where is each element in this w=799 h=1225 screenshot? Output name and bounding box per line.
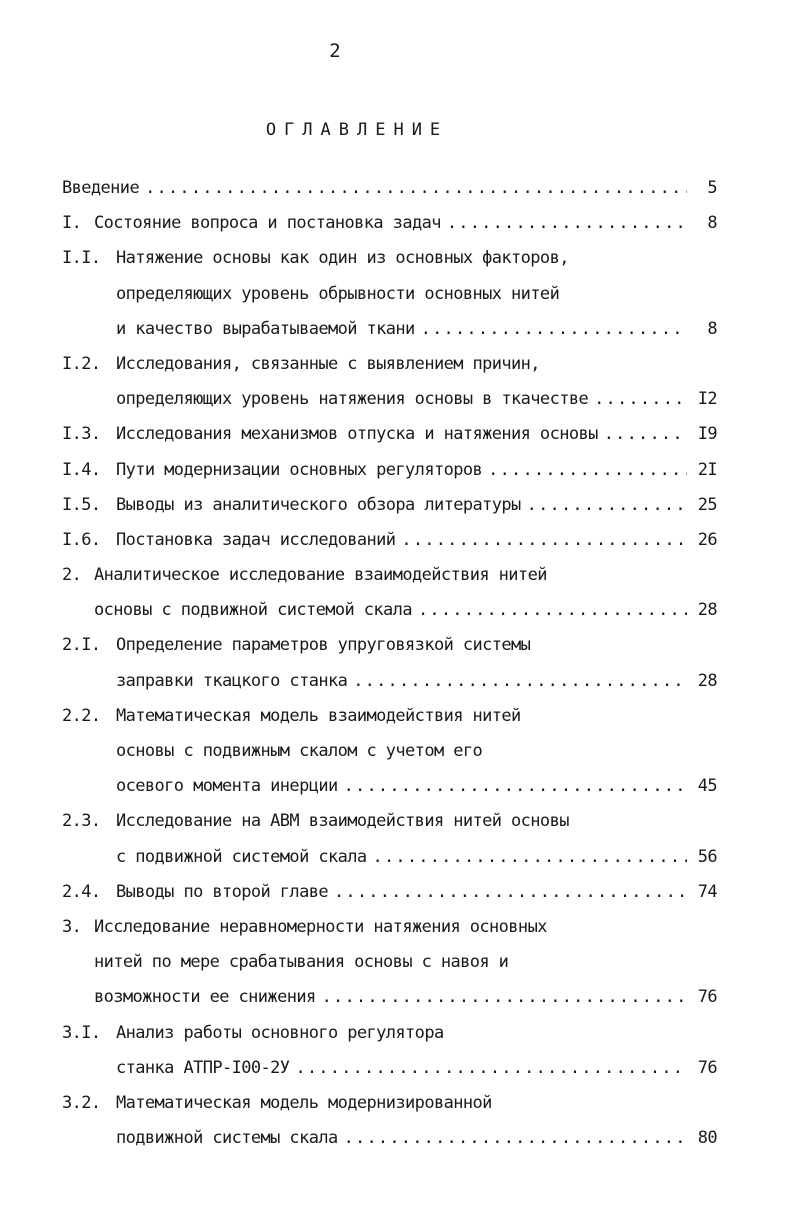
- toc-entry-text: Состояние вопроса и постановка задач: [94, 213, 441, 234]
- toc-leader-dots: [353, 664, 687, 699]
- toc-page-number: 28: [697, 600, 717, 621]
- toc-page-number: 2I: [697, 459, 717, 480]
- toc-entry-number: 3.I.: [62, 1022, 101, 1043]
- toc-entry-line: [62, 382, 717, 417]
- toc-entry-text: Анализ работы основного регулятора: [116, 1022, 444, 1043]
- toc-entry-line: [62, 699, 717, 734]
- toc-entry-number: 3.: [62, 916, 82, 937]
- toc-entry-text: основы с подвижным скалом с учетом его: [116, 741, 483, 761]
- toc-entry-number: 2.4.: [62, 881, 101, 902]
- toc-entry-line: [62, 628, 717, 663]
- toc-entry-text: с подвижной системой скала: [116, 846, 367, 867]
- toc-entry-number: I.2.: [62, 353, 101, 374]
- toc-leader-dots: [373, 840, 687, 875]
- toc-entry-number: 2.3.: [62, 811, 101, 832]
- toc-entry-text: Введение: [62, 178, 140, 198]
- toc-entry-line: [62, 910, 717, 945]
- toc-entry-text: Определение параметров упруговязкой системы: [116, 635, 531, 656]
- toc-entry-number: I.6.: [62, 529, 101, 550]
- toc-leader-dots: [344, 1121, 687, 1156]
- toc-entry-line: [62, 945, 717, 980]
- toc-entry-number: 2.: [62, 565, 82, 586]
- toc-entry-text: Выводы по второй главе: [116, 881, 328, 902]
- toc-entry-number: I.: [62, 213, 82, 234]
- toc-entry-line: [62, 734, 717, 769]
- toc-leader-dots: [527, 488, 687, 523]
- toc-page-number: 5: [707, 178, 717, 198]
- toc-entry-line: [62, 1051, 717, 1086]
- toc-entry-text: основы с подвижной системой скала: [94, 600, 412, 621]
- toc-entry-text: Математическая модель модернизированной: [116, 1092, 492, 1113]
- toc-entry-line: [62, 875, 717, 910]
- toc-entry-line: [62, 277, 717, 312]
- toc-entry-text: и качество вырабатываемой ткани: [116, 318, 415, 339]
- toc-leader-dots: [604, 417, 687, 452]
- toc-page-number: I2: [697, 389, 717, 410]
- toc-entry-text: Исследования, связанные с выявлением причин,: [116, 353, 540, 374]
- toc-page-number: 76: [697, 987, 717, 1008]
- toc-entry-text: Пути модернизации основных регуляторов: [116, 459, 483, 480]
- toc-leader-dots: [344, 769, 687, 804]
- toc-page-number: 8: [707, 318, 717, 339]
- toc-leader-dots: [295, 1051, 687, 1086]
- table-of-contents: [62, 171, 717, 1156]
- toc-entry-line: [62, 171, 717, 206]
- toc-entry-line: [62, 1121, 717, 1156]
- toc-entry-line: [62, 312, 717, 347]
- toc-leader-dots: [488, 453, 687, 488]
- toc-leader-dots: [334, 875, 687, 910]
- toc-entry-text: Постановка задач исследований: [116, 529, 396, 550]
- toc-entry-line: [62, 523, 717, 558]
- toc-entry-line: [62, 804, 717, 839]
- toc-entry-line: [62, 347, 717, 382]
- toc-page-number: 25: [697, 494, 717, 515]
- toc-entry-line: [62, 980, 717, 1015]
- toc-leader-dots: [322, 980, 687, 1015]
- toc-entry-line: [62, 840, 717, 875]
- toc-entry-text: Исследования механизмов отпуска и натяжения основы: [116, 424, 598, 445]
- toc-entry-text: Математическая модель взаимодействия нитей: [116, 705, 521, 726]
- toc-entry-text: возможности ее снижения: [94, 987, 316, 1008]
- toc-page-number: 26: [697, 529, 717, 550]
- toc-page-number: I9: [697, 424, 717, 445]
- toc-entry-text: Аналитическое исследование взаимодействия нитей: [94, 565, 547, 586]
- toc-page-number: 45: [697, 776, 717, 797]
- toc-page-number: 8: [707, 213, 717, 234]
- toc-title: ОГЛАВЛЕНИЕ: [265, 120, 449, 140]
- toc-entry-number: 3.2.: [62, 1092, 101, 1113]
- toc-entry-line: [62, 558, 717, 593]
- toc-entry-line: [62, 769, 717, 804]
- toc-entry-text: заправки ткацкого станка: [116, 670, 348, 691]
- toc-entry-number: I.3.: [62, 424, 101, 445]
- toc-entry-number: I.I.: [62, 248, 101, 269]
- toc-entry-text: Исследование на АВМ взаимодействия нитей основы: [116, 811, 569, 832]
- toc-entry-line: [62, 1086, 717, 1121]
- toc-entry-line: [62, 453, 717, 488]
- toc-page-number: 80: [697, 1128, 717, 1149]
- toc-leader-dots: [594, 382, 687, 417]
- toc-page-number: 76: [697, 1057, 717, 1078]
- toc-entry-text: Выводы из аналитического обзора литературы: [116, 494, 521, 515]
- toc-entry-text: определяющих уровень обрывности основных нитей: [116, 283, 560, 304]
- toc-leader-dots: [418, 593, 687, 628]
- toc-entry-line: [62, 206, 717, 241]
- toc-entry-line: [62, 1016, 717, 1051]
- toc-entry-text: Исследование неравномерности натяжения основных: [94, 916, 547, 937]
- toc-entry-line: [62, 241, 717, 276]
- toc-leader-dots: [421, 312, 687, 347]
- toc-leader-dots: [401, 523, 687, 558]
- toc-page-number: 56: [697, 846, 717, 867]
- toc-entry-text: нитей по мере срабатывания основы с навоя и: [94, 952, 509, 973]
- toc-page-number: 74: [697, 881, 717, 902]
- toc-entry-text: Натяжение основы как один из основных факторов,: [116, 248, 569, 269]
- toc-entry-number: I.5.: [62, 494, 101, 515]
- toc-leader-dots: [447, 206, 687, 241]
- toc-entry-line: [62, 664, 717, 699]
- toc-entry-text: станка АТПР-I00-2У: [116, 1057, 290, 1078]
- toc-page-number: 28: [697, 670, 717, 691]
- toc-entry-number: I.4.: [62, 459, 101, 480]
- toc-leader-dots: [145, 171, 687, 206]
- toc-entry-line: [62, 488, 717, 523]
- toc-entry-number: 2.I.: [62, 635, 101, 656]
- toc-entry-text: осевого момента инерции: [116, 776, 338, 797]
- toc-entry-text: подвижной системы скала: [116, 1128, 338, 1149]
- toc-entry-line: [62, 593, 717, 628]
- page-number: 2: [329, 40, 341, 62]
- toc-entry-text: определяющих уровень натяжения основы в ткачестве: [116, 389, 589, 410]
- toc-entry-number: 2.2.: [62, 705, 101, 726]
- toc-entry-line: [62, 417, 717, 452]
